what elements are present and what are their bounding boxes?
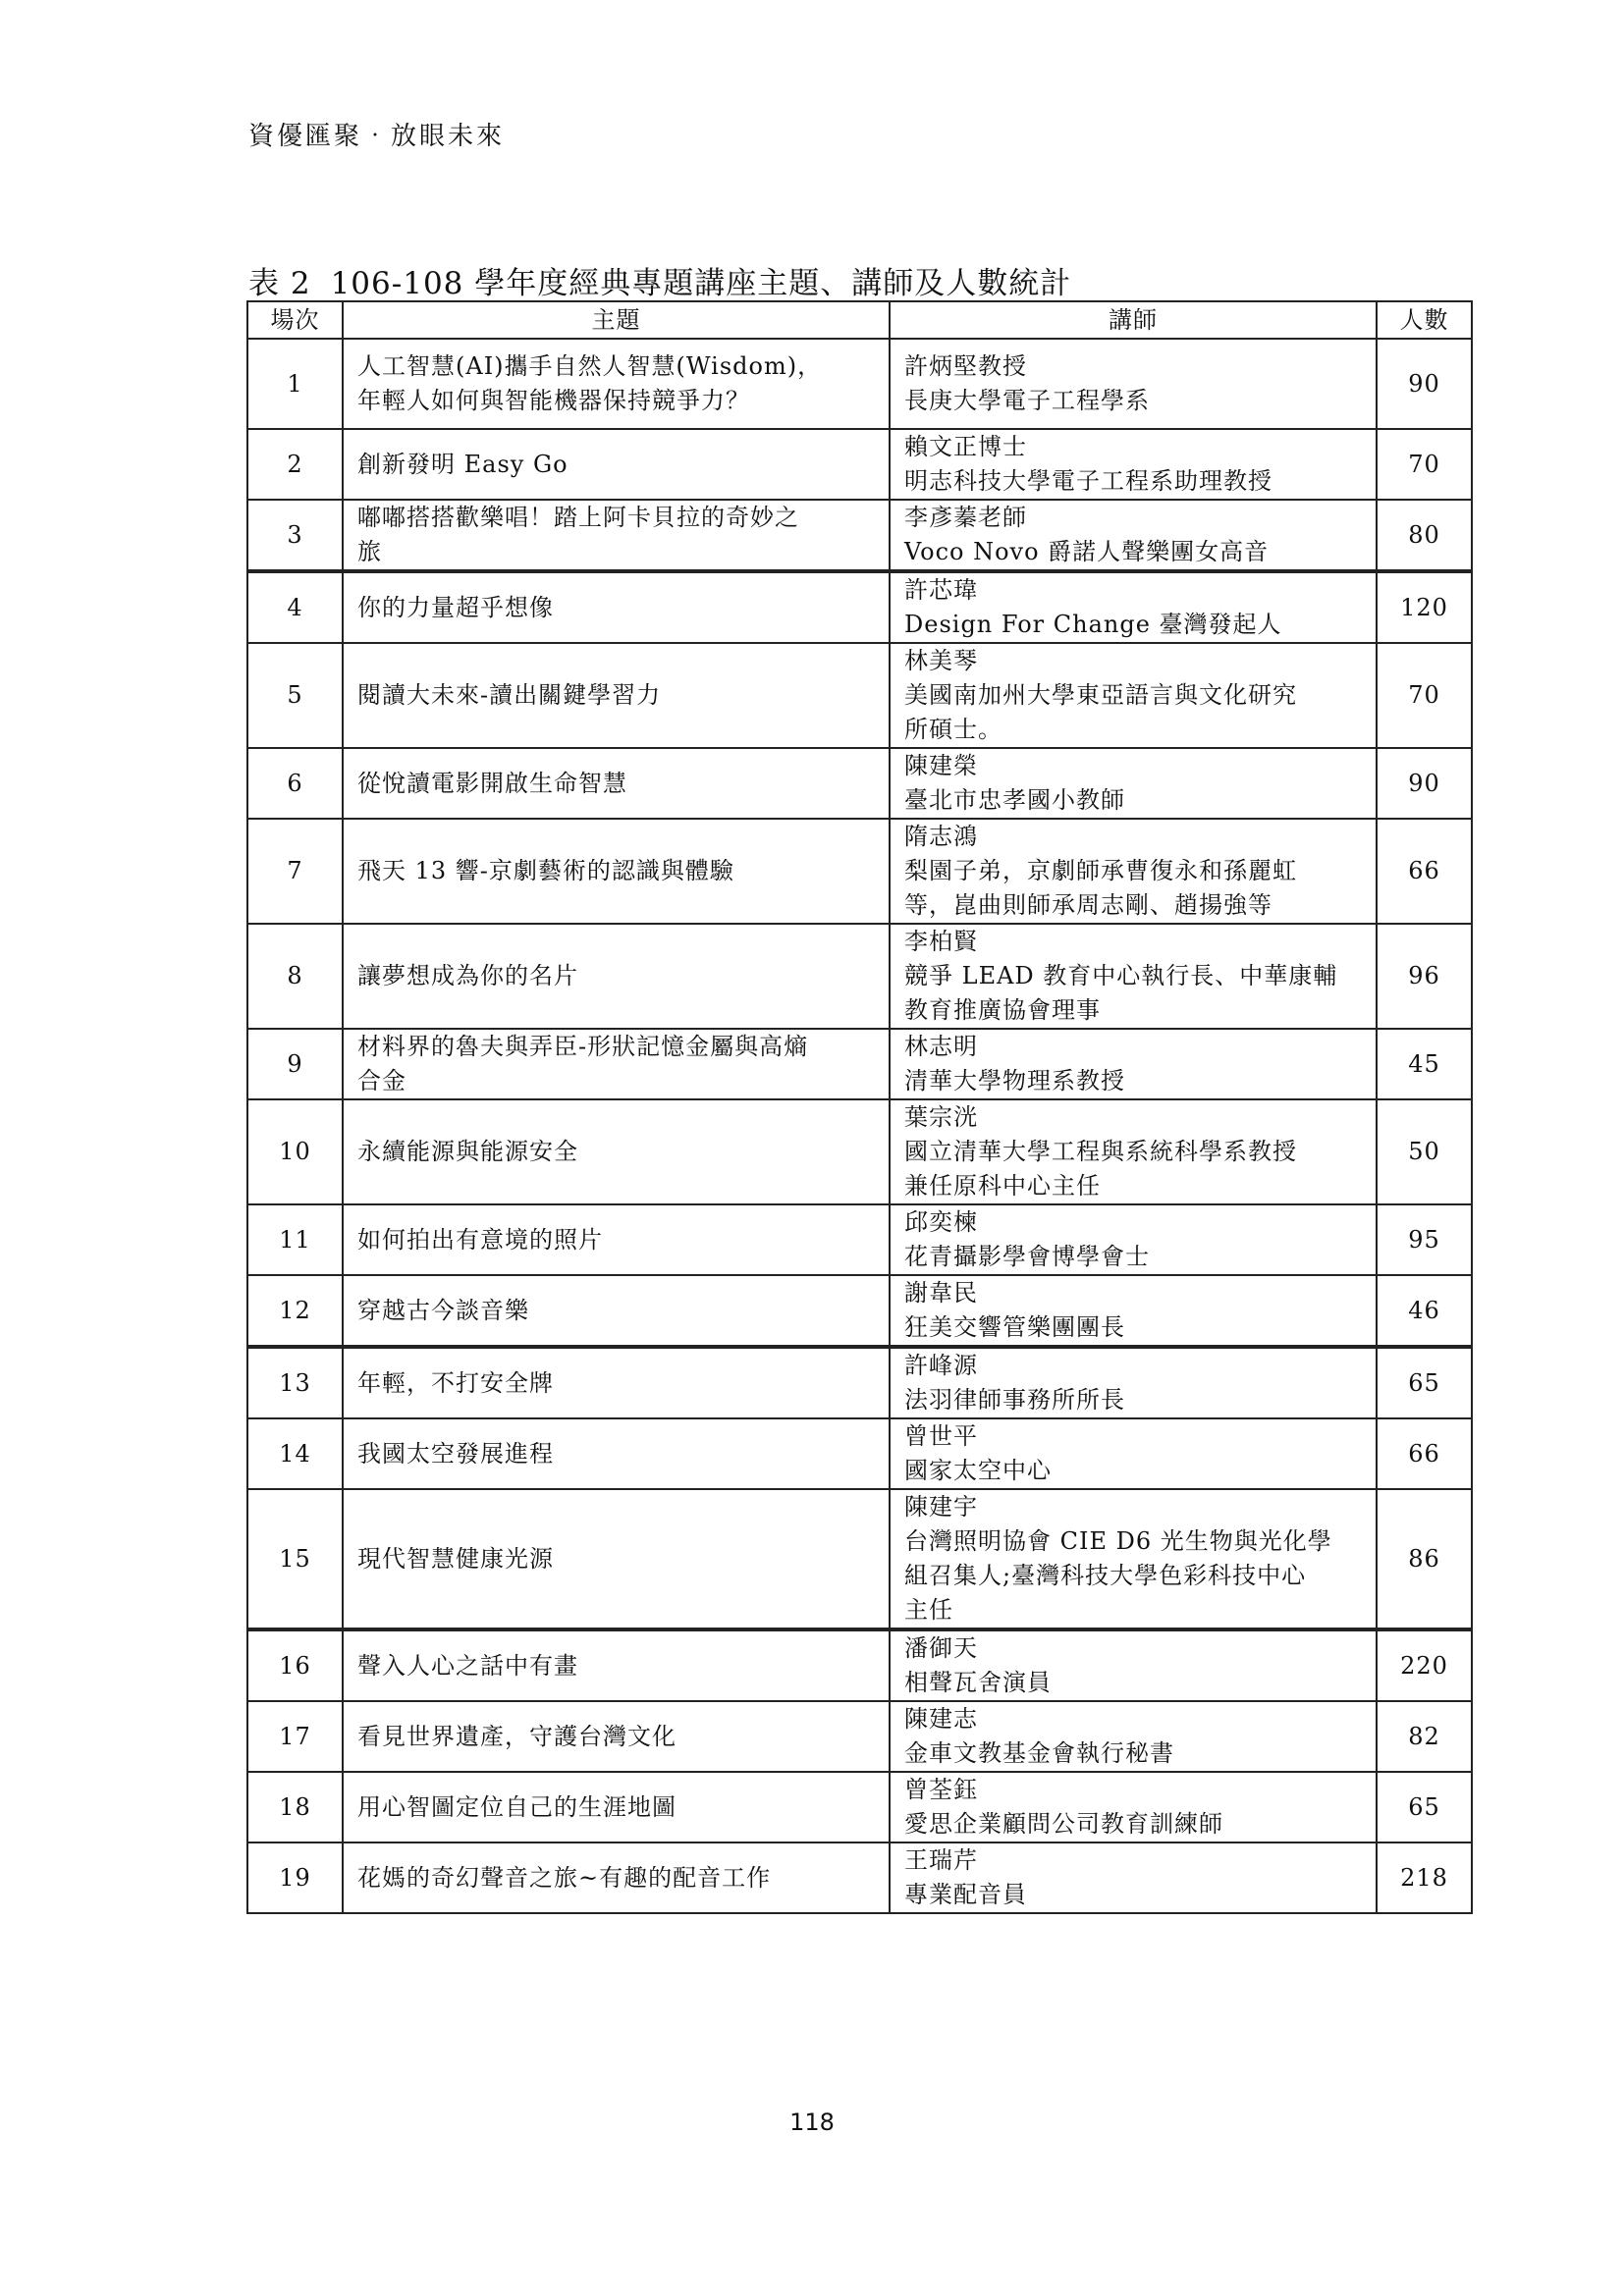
lecturer-cell [890, 1029, 1377, 1099]
lecturer-cell [890, 1842, 1377, 1913]
topic-cell [343, 429, 890, 500]
topic-cell [343, 643, 890, 748]
topic-line: 飛天 13 響-京劇藝術的認識與體驗 [357, 857, 734, 884]
lecturer-cell [890, 819, 1377, 924]
lecturer-line: 花青攝影學會博學會士 [904, 1243, 1150, 1270]
session-number-cell: 15 [247, 1489, 343, 1629]
table-body [247, 339, 1472, 1913]
table-row [247, 1347, 1472, 1418]
lecturer-line: 王瑞芹 [904, 1846, 978, 1874]
attendance-cell: 65 [1377, 1772, 1472, 1842]
lecturer-line: 許芯瑋 [904, 576, 978, 604]
lecturer-line: 長庚大學電子工程學系 [904, 387, 1150, 414]
lecturer-line: 台灣照明協會 CIE D6 光生物與光化學 [904, 1527, 1332, 1555]
lecturer-line: 兼任原科中心主任 [904, 1172, 1101, 1200]
attendance-cell: 65 [1377, 1347, 1472, 1418]
lecturer-cell [890, 1204, 1377, 1275]
attendance-cell: 86 [1377, 1489, 1472, 1629]
column-header-session: 場次 [247, 301, 343, 339]
topic-cell [343, 1275, 890, 1347]
topic-cell [343, 748, 890, 819]
topic-cell [343, 1204, 890, 1275]
topic-cell [343, 819, 890, 924]
page-number: 118 [789, 2109, 835, 2136]
lecturer-cell [890, 1347, 1377, 1418]
lecturer-line: 清華大學物理系教授 [904, 1067, 1125, 1095]
session-number-cell: 12 [247, 1275, 343, 1347]
attendance-cell: 95 [1377, 1204, 1472, 1275]
table-caption-label: 表 2 [248, 266, 311, 301]
lecturer-line: 相聲瓦舍演員 [904, 1669, 1052, 1696]
lecturer-cell [890, 339, 1377, 429]
lecturer-line: 等，崑曲則師承周志剛、趙揚強等 [904, 891, 1272, 919]
topic-line: 材料界的魯夫與弄臣-形狀記憶金屬與高熵 [357, 1033, 809, 1060]
lecturer-line: 競爭 LEAD 教育中心執行長、中華康輔 [904, 962, 1338, 989]
topic-line: 永續能源與能源安全 [357, 1138, 578, 1165]
session-number-cell: 5 [247, 643, 343, 748]
topic-cell [343, 1029, 890, 1099]
topic-cell [343, 339, 890, 429]
lecturer-line: 曾世平 [904, 1422, 978, 1450]
session-number-cell: 13 [247, 1347, 343, 1418]
lecturer-line: 梨園子弟，京劇師承曹復永和孫麗虹 [904, 857, 1297, 884]
attendance-cell: 66 [1377, 819, 1472, 924]
table-row [247, 1204, 1472, 1275]
lecturer-line: 金車文教基金會執行秘書 [904, 1739, 1174, 1767]
attendance-cell: 90 [1377, 748, 1472, 819]
topic-line: 看見世界遺產，守護台灣文化 [357, 1722, 677, 1750]
lecturer-line: 明志科技大學電子工程系助理教授 [904, 467, 1272, 495]
session-number-cell: 2 [247, 429, 343, 500]
lecturer-line: 許炳堅教授 [904, 352, 1027, 380]
lecturer-line: 專業配音員 [904, 1881, 1027, 1908]
topic-line: 穿越古今談音樂 [357, 1296, 529, 1324]
topic-line: 創新發明 Easy Go [357, 450, 568, 478]
column-header-attendance: 人數 [1377, 301, 1472, 339]
column-header-lecturer: 講師 [890, 301, 1377, 339]
lecturer-cell [890, 1772, 1377, 1842]
table-row [247, 643, 1472, 748]
lecturer-line: 賴文正博士 [904, 433, 1027, 460]
lecturer-cell [890, 429, 1377, 500]
topic-line: 人工智慧(AI)攜手自然人智慧(Wisdom)， [357, 352, 823, 380]
table-row [247, 1029, 1472, 1099]
topic-line: 花媽的奇幻聲音之旅~有趣的配音工作 [357, 1863, 772, 1892]
topic-cell [343, 1489, 890, 1629]
table-caption [248, 258, 1071, 302]
lecturer-line: 林志明 [904, 1033, 978, 1060]
session-number-cell: 1 [247, 339, 343, 429]
topic-cell [343, 571, 890, 643]
session-number-cell: 16 [247, 1629, 343, 1701]
attendance-cell: 66 [1377, 1418, 1472, 1489]
lecturer-line: 美國南加州大學東亞語言與文化研究 [904, 681, 1297, 709]
topic-line: 現代智慧健康光源 [357, 1544, 554, 1573]
topic-line: 讓夢想成為你的名片 [357, 962, 578, 989]
lecturer-cell [890, 1275, 1377, 1347]
session-number-cell: 14 [247, 1418, 343, 1489]
topic-line: 聲入人心之話中有畫 [357, 1651, 578, 1680]
lecturer-line: 國立清華大學工程與系統科學系教授 [904, 1138, 1297, 1165]
lecturer-cell [890, 571, 1377, 643]
lecturer-line: 葉宗洸 [904, 1103, 978, 1131]
session-number-cell: 9 [247, 1029, 343, 1099]
attendance-cell: 220 [1377, 1629, 1472, 1701]
table-row [247, 1842, 1472, 1913]
lecturer-line: Voco Novo 爵諾人聲樂團女高音 [904, 538, 1270, 565]
lecturer-line: 組召集人;臺灣科技大學色彩科技中心 [904, 1562, 1307, 1589]
attendance-cell: 46 [1377, 1275, 1472, 1347]
attendance-cell: 96 [1377, 924, 1472, 1029]
lecturer-cell [890, 500, 1377, 571]
table-row [247, 1489, 1472, 1629]
topic-line: 年輕，不打安全牌 [357, 1368, 554, 1397]
lecturer-line: 愛思企業顧問公司教育訓練師 [904, 1810, 1223, 1838]
session-number-cell: 3 [247, 500, 343, 571]
table-row [247, 429, 1472, 500]
table-row [247, 500, 1472, 571]
topic-line: 如何拍出有意境的照片 [357, 1225, 603, 1254]
session-number-cell: 10 [247, 1099, 343, 1204]
topic-line: 旅 [357, 538, 382, 565]
lecturer-line: 狂美交響管樂團團長 [904, 1313, 1125, 1341]
table-row [247, 1701, 1472, 1772]
topic-line: 閱讀大未來-讀出關鍵學習力 [357, 681, 662, 709]
topic-cell [343, 1347, 890, 1418]
table-row [247, 339, 1472, 429]
attendance-cell: 90 [1377, 339, 1472, 429]
table-row [247, 819, 1472, 924]
lecture-stats-table [246, 300, 1473, 1914]
topic-line: 從悅讀電影開啟生命智慧 [357, 769, 627, 797]
lecturer-line: 許峰源 [904, 1352, 978, 1379]
session-number-cell: 19 [247, 1842, 343, 1913]
session-number-cell: 11 [247, 1204, 343, 1275]
lecturer-line: 李柏賢 [904, 928, 978, 955]
lecturer-cell [890, 643, 1377, 748]
topic-cell [343, 924, 890, 1029]
attendance-cell: 120 [1377, 571, 1472, 643]
lecturer-line: 謝韋民 [904, 1279, 978, 1307]
session-number-cell: 7 [247, 819, 343, 924]
lecturer-line: 臺北市忠孝國小教師 [904, 786, 1125, 814]
table-header-row [247, 301, 1472, 339]
lecturer-line: 國家太空中心 [904, 1457, 1052, 1484]
lecturer-line: 隋志鴻 [904, 823, 978, 850]
attendance-cell: 45 [1377, 1029, 1472, 1099]
table-row [247, 1772, 1472, 1842]
lecturer-cell [890, 748, 1377, 819]
session-number-cell: 18 [247, 1772, 343, 1842]
table-row [247, 748, 1472, 819]
topic-line: 我國太空發展進程 [357, 1439, 554, 1468]
topic-cell [343, 1772, 890, 1842]
attendance-cell: 50 [1377, 1099, 1472, 1204]
table-row [247, 571, 1472, 643]
table-row [247, 1275, 1472, 1347]
session-number-cell: 4 [247, 571, 343, 643]
table-row [247, 1418, 1472, 1489]
attendance-cell: 70 [1377, 643, 1472, 748]
lecturer-line: 主任 [904, 1596, 953, 1624]
topic-line: 合金 [357, 1067, 406, 1095]
lecturer-line: 潘御天 [904, 1634, 978, 1662]
column-header-topic: 主題 [343, 301, 890, 339]
lecturer-line: 陳建榮 [904, 752, 978, 779]
table-row [247, 1629, 1472, 1701]
lecturer-cell [890, 924, 1377, 1029]
topic-cell [343, 1701, 890, 1772]
lecturer-cell [890, 1629, 1377, 1701]
lecturer-line: 李彥蓁老師 [904, 504, 1027, 531]
session-number-cell: 8 [247, 924, 343, 1029]
attendance-cell: 80 [1377, 500, 1472, 571]
lecturer-line: 教育推廣協會理事 [904, 996, 1101, 1024]
topic-cell [343, 500, 890, 571]
lecturer-line: Design For Change 臺灣發起人 [904, 611, 1282, 638]
table-row [247, 1099, 1472, 1204]
topic-line: 用心智圖定位自己的生涯地圖 [357, 1792, 677, 1821]
attendance-cell: 70 [1377, 429, 1472, 500]
lecturer-line: 陳建宇 [904, 1493, 978, 1521]
attendance-cell: 82 [1377, 1701, 1472, 1772]
topic-cell [343, 1842, 890, 1913]
lecturer-cell [890, 1099, 1377, 1204]
running-header: 資優匯聚‧放眼未來 [248, 122, 506, 151]
lecturer-line: 陳建志 [904, 1705, 978, 1733]
topic-line: 你的力量超乎想像 [357, 593, 554, 621]
topic-cell [343, 1418, 890, 1489]
lecturer-cell [890, 1489, 1377, 1629]
lecturer-line: 所碩士。 [904, 716, 1002, 743]
topic-line: 年輕人如何與智能機器保持競爭力？ [357, 387, 750, 414]
topic-cell [343, 1629, 890, 1701]
lecturer-line: 邱奕楝 [904, 1208, 978, 1236]
attendance-cell: 218 [1377, 1842, 1472, 1913]
topic-line: 嘟嘟搭搭歡樂唱！踏上阿卡貝拉的奇妙之 [357, 504, 799, 531]
lecturer-line: 法羽律師事務所所長 [904, 1386, 1125, 1414]
table-caption-title: 106-108 學年度經典專題講座主題、講師及人數統計 [330, 266, 1072, 301]
lecturer-line: 林美琴 [904, 647, 978, 674]
session-number-cell: 17 [247, 1701, 343, 1772]
topic-cell [343, 1099, 890, 1204]
lecturer-cell [890, 1701, 1377, 1772]
lecturer-line: 曾荃鈺 [904, 1776, 978, 1803]
session-number-cell: 6 [247, 748, 343, 819]
lecturer-cell [890, 1418, 1377, 1489]
table-row [247, 924, 1472, 1029]
